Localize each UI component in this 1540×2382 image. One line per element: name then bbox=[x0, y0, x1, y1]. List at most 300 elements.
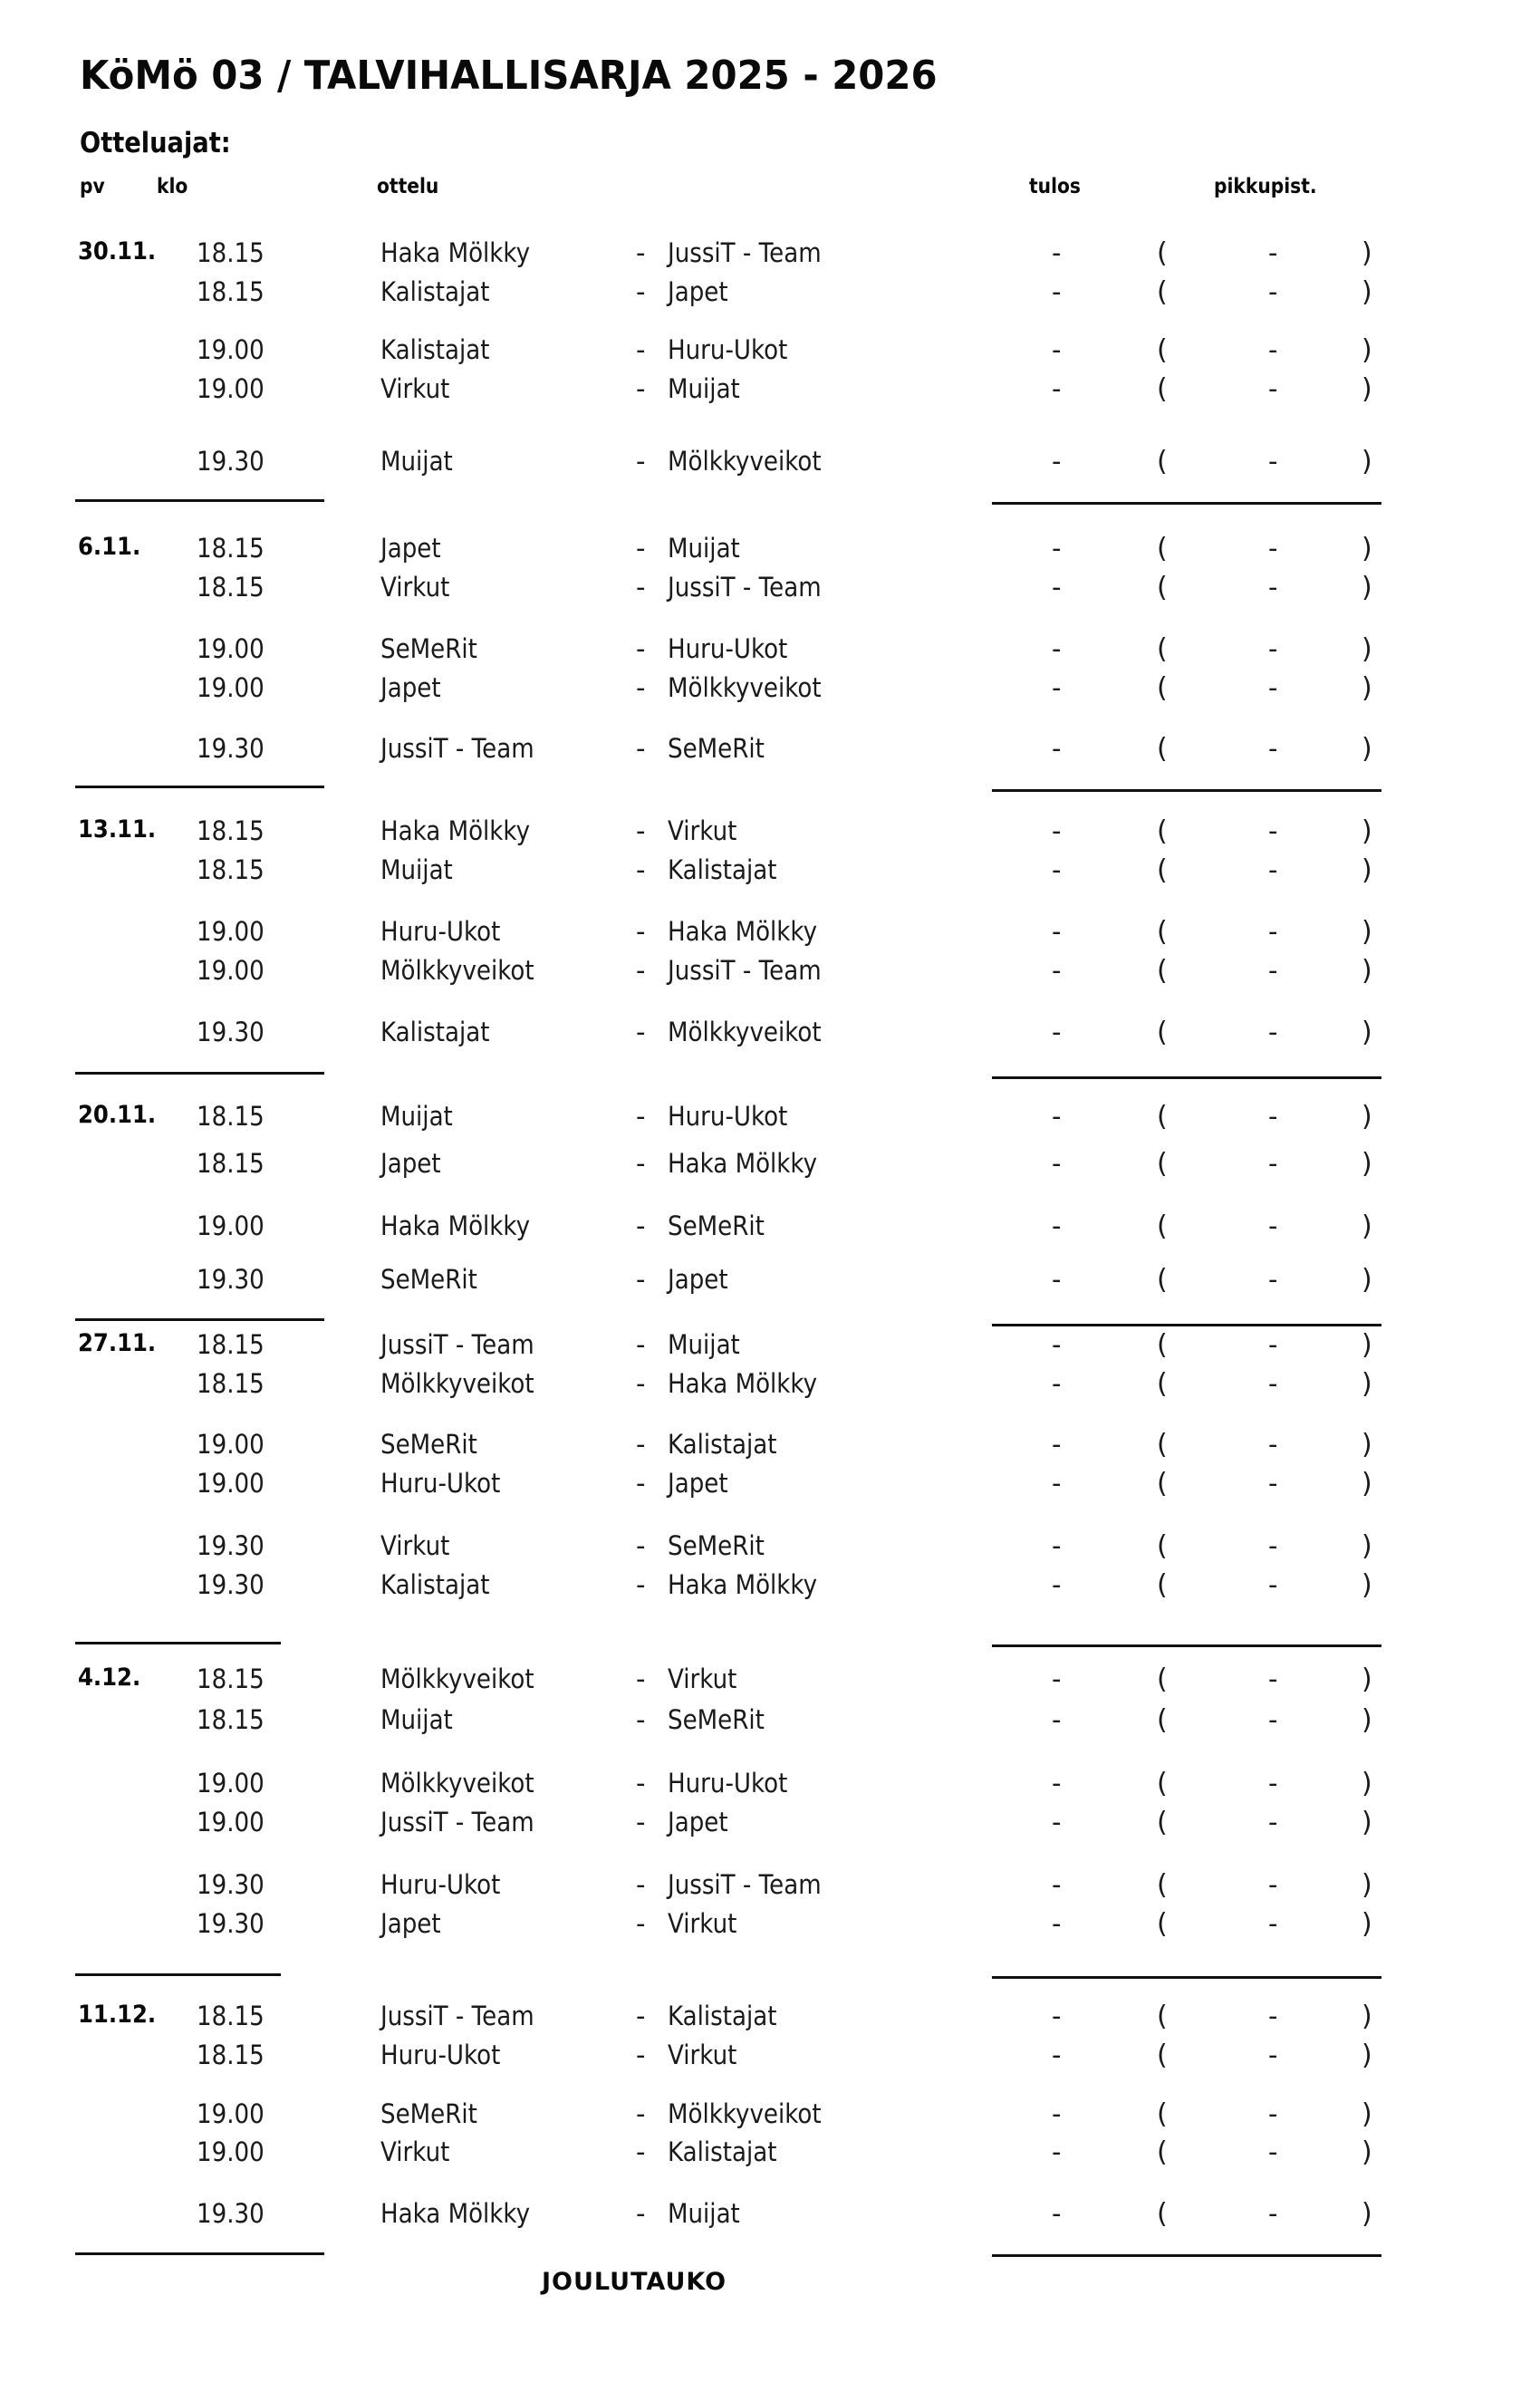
versus-dash: - bbox=[636, 1148, 646, 1179]
match-time: 19.00 bbox=[197, 373, 265, 404]
result-blank: - bbox=[1052, 633, 1062, 664]
small-points-blank: - bbox=[1268, 1017, 1278, 1047]
versus-dash: - bbox=[636, 672, 646, 703]
match-time: 18.15 bbox=[197, 572, 265, 603]
small-points-blank: - bbox=[1268, 2040, 1278, 2070]
round-date: 27.11. bbox=[78, 1329, 157, 1357]
match-time: 18.15 bbox=[197, 854, 265, 885]
versus-dash: - bbox=[636, 1664, 646, 1694]
versus-dash: - bbox=[636, 1101, 646, 1132]
small-points-close-paren: ) bbox=[1362, 1017, 1372, 1048]
versus-dash: - bbox=[636, 373, 646, 404]
small-points-blank: - bbox=[1268, 1264, 1278, 1295]
small-points-blank: - bbox=[1268, 533, 1278, 564]
small-points-close-paren: ) bbox=[1362, 2040, 1372, 2071]
versus-dash: - bbox=[636, 955, 646, 986]
match-row bbox=[0, 955, 1540, 991]
small-points-blank: - bbox=[1268, 1429, 1278, 1460]
small-points-blank: - bbox=[1268, 276, 1278, 307]
versus-dash: - bbox=[636, 1264, 646, 1295]
away-team: Huru-Ukot bbox=[668, 334, 788, 365]
small-points-close-paren: ) bbox=[1362, 1704, 1372, 1736]
match-row bbox=[0, 916, 1540, 952]
versus-dash: - bbox=[636, 633, 646, 664]
column-header-ottelu: ottelu bbox=[377, 175, 439, 198]
small-points-open-paren: ( bbox=[1157, 373, 1168, 405]
versus-dash: - bbox=[636, 815, 646, 846]
home-team: JussiT - Team bbox=[380, 1807, 534, 1837]
result-blank: - bbox=[1052, 1569, 1062, 1600]
small-points-open-paren: ( bbox=[1157, 672, 1168, 704]
home-team: Virkut bbox=[380, 1530, 450, 1561]
small-points-open-paren: ( bbox=[1157, 1908, 1168, 1940]
match-time: 19.30 bbox=[197, 2198, 265, 2229]
versus-dash: - bbox=[636, 334, 646, 365]
small-points-open-paren: ( bbox=[1157, 1148, 1168, 1180]
match-row bbox=[0, 2198, 1540, 2234]
match-row bbox=[0, 334, 1540, 371]
small-points-blank: - bbox=[1268, 1869, 1278, 1900]
result-blank: - bbox=[1052, 1468, 1062, 1499]
match-row bbox=[0, 1908, 1540, 1944]
versus-dash: - bbox=[636, 1704, 646, 1735]
divider-line-right bbox=[992, 1076, 1381, 1079]
match-time: 19.30 bbox=[197, 1569, 265, 1600]
small-points-blank: - bbox=[1268, 1210, 1278, 1241]
match-time: 19.30 bbox=[197, 446, 265, 477]
away-team: Mölkkyveikot bbox=[668, 2098, 822, 2129]
versus-dash: - bbox=[636, 2136, 646, 2167]
home-team: Japet bbox=[380, 533, 441, 564]
result-blank: - bbox=[1052, 733, 1062, 764]
match-time: 18.15 bbox=[197, 276, 265, 307]
small-points-open-paren: ( bbox=[1157, 334, 1168, 366]
away-team: Virkut bbox=[668, 815, 737, 846]
match-row bbox=[0, 1101, 1540, 1137]
versus-dash: - bbox=[636, 854, 646, 885]
home-team: SeMeRit bbox=[380, 2098, 477, 2129]
small-points-open-paren: ( bbox=[1157, 1869, 1168, 1901]
result-blank: - bbox=[1052, 1264, 1062, 1295]
small-points-open-paren: ( bbox=[1157, 572, 1168, 603]
match-time: 19.00 bbox=[197, 1807, 265, 1837]
versus-dash: - bbox=[636, 2001, 646, 2031]
small-points-blank: - bbox=[1268, 955, 1278, 986]
away-team: Huru-Ukot bbox=[668, 1768, 788, 1799]
result-blank: - bbox=[1052, 334, 1062, 365]
small-points-close-paren: ) bbox=[1362, 237, 1372, 269]
home-team: Muijat bbox=[380, 446, 453, 477]
match-row bbox=[0, 1869, 1540, 1905]
match-time: 19.00 bbox=[197, 334, 265, 365]
versus-dash: - bbox=[636, 276, 646, 307]
match-row bbox=[0, 1569, 1540, 1606]
home-team: Huru-Ukot bbox=[380, 1869, 501, 1900]
column-header-klo: klo bbox=[157, 175, 188, 198]
home-team: JussiT - Team bbox=[380, 1329, 534, 1360]
small-points-close-paren: ) bbox=[1362, 276, 1372, 308]
result-blank: - bbox=[1052, 237, 1062, 268]
small-points-open-paren: ( bbox=[1157, 916, 1168, 948]
match-time: 19.30 bbox=[197, 1017, 265, 1047]
small-points-close-paren: ) bbox=[1362, 1468, 1372, 1500]
away-team: Kalistajat bbox=[668, 854, 777, 885]
small-points-close-paren: ) bbox=[1362, 1768, 1372, 1799]
small-points-blank: - bbox=[1268, 633, 1278, 664]
away-team: JussiT - Team bbox=[668, 237, 822, 268]
small-points-close-paren: ) bbox=[1362, 916, 1372, 948]
away-team: Kalistajat bbox=[668, 1429, 777, 1460]
small-points-close-paren: ) bbox=[1362, 955, 1372, 987]
divider-line-left bbox=[75, 1318, 324, 1321]
match-time: 18.15 bbox=[197, 1148, 265, 1179]
away-team: Haka Mölkky bbox=[668, 1569, 818, 1600]
away-team: Japet bbox=[668, 1468, 728, 1499]
versus-dash: - bbox=[636, 1017, 646, 1047]
versus-dash: - bbox=[636, 733, 646, 764]
match-time: 19.30 bbox=[197, 1264, 265, 1295]
result-blank: - bbox=[1052, 1530, 1062, 1561]
small-points-open-paren: ( bbox=[1157, 1704, 1168, 1736]
match-time: 18.15 bbox=[197, 1704, 265, 1735]
versus-dash: - bbox=[636, 2198, 646, 2229]
match-row bbox=[0, 672, 1540, 709]
small-points-blank: - bbox=[1268, 1704, 1278, 1735]
away-team: Muijat bbox=[668, 2198, 740, 2229]
home-team: Huru-Ukot bbox=[380, 916, 501, 947]
match-row bbox=[0, 276, 1540, 313]
match-time: 19.00 bbox=[197, 1468, 265, 1499]
home-team: Huru-Ukot bbox=[380, 1468, 501, 1499]
home-team: Japet bbox=[380, 1908, 441, 1939]
small-points-blank: - bbox=[1268, 1569, 1278, 1600]
home-team: Kalistajat bbox=[380, 1017, 490, 1047]
home-team: Haka Mölkky bbox=[380, 815, 531, 846]
match-row bbox=[0, 2001, 1540, 2037]
match-row bbox=[0, 1148, 1540, 1184]
result-blank: - bbox=[1052, 1101, 1062, 1132]
small-points-open-paren: ( bbox=[1157, 1569, 1168, 1601]
match-row bbox=[0, 1017, 1540, 1053]
column-header-tulos: tulos bbox=[1029, 175, 1081, 198]
result-blank: - bbox=[1052, 1329, 1062, 1360]
match-time: 18.15 bbox=[197, 1101, 265, 1132]
document-title: KöMö 03 / TALVIHALLISARJA 2025 - 2026 bbox=[80, 53, 938, 99]
round-date: 20.11. bbox=[78, 1101, 157, 1129]
result-blank: - bbox=[1052, 815, 1062, 846]
small-points-open-paren: ( bbox=[1157, 1807, 1168, 1838]
away-team: Muijat bbox=[668, 533, 740, 564]
match-row bbox=[0, 1704, 1540, 1741]
divider-line-left bbox=[75, 1642, 281, 1644]
match-time: 18.15 bbox=[197, 2001, 265, 2031]
result-blank: - bbox=[1052, 1704, 1062, 1735]
versus-dash: - bbox=[636, 1807, 646, 1837]
versus-dash: - bbox=[636, 1329, 646, 1360]
match-time: 19.30 bbox=[197, 1869, 265, 1900]
small-points-open-paren: ( bbox=[1157, 2098, 1168, 2130]
small-points-close-paren: ) bbox=[1362, 1329, 1372, 1361]
versus-dash: - bbox=[636, 237, 646, 268]
result-blank: - bbox=[1052, 1210, 1062, 1241]
home-team: Muijat bbox=[380, 1101, 453, 1132]
divider-line-left bbox=[75, 1072, 324, 1075]
away-team: Virkut bbox=[668, 1908, 737, 1939]
versus-dash: - bbox=[636, 1468, 646, 1499]
column-header-pikkupist: pikkupist. bbox=[1214, 175, 1317, 198]
section-heading: Otteluajat: bbox=[80, 127, 231, 159]
home-team: SeMeRit bbox=[380, 1264, 477, 1295]
small-points-blank: - bbox=[1268, 815, 1278, 846]
small-points-close-paren: ) bbox=[1362, 446, 1372, 477]
divider-line-right bbox=[992, 1644, 1381, 1647]
home-team: Muijat bbox=[380, 1704, 453, 1735]
result-blank: - bbox=[1052, 916, 1062, 947]
column-header-pv: pv bbox=[80, 175, 105, 198]
small-points-close-paren: ) bbox=[1362, 1148, 1372, 1180]
small-points-open-paren: ( bbox=[1157, 633, 1168, 665]
small-points-blank: - bbox=[1268, 334, 1278, 365]
divider-line-right bbox=[992, 2254, 1381, 2257]
match-row bbox=[0, 572, 1540, 608]
home-team: Kalistajat bbox=[380, 276, 490, 307]
result-blank: - bbox=[1052, 1869, 1062, 1900]
small-points-close-paren: ) bbox=[1362, 2198, 1372, 2230]
small-points-blank: - bbox=[1268, 1807, 1278, 1837]
match-row bbox=[0, 1429, 1540, 1465]
result-blank: - bbox=[1052, 276, 1062, 307]
away-team: Mölkkyveikot bbox=[668, 672, 822, 703]
away-team: Huru-Ukot bbox=[668, 633, 788, 664]
match-time: 18.15 bbox=[197, 815, 265, 846]
small-points-blank: - bbox=[1268, 1530, 1278, 1561]
home-team: Kalistajat bbox=[380, 334, 490, 365]
match-row bbox=[0, 2136, 1540, 2173]
small-points-open-paren: ( bbox=[1157, 2040, 1168, 2071]
result-blank: - bbox=[1052, 572, 1062, 603]
match-time: 18.15 bbox=[197, 1329, 265, 1360]
match-row bbox=[0, 1210, 1540, 1247]
away-team: Huru-Ukot bbox=[668, 1101, 788, 1132]
result-blank: - bbox=[1052, 955, 1062, 986]
match-row bbox=[0, 237, 1540, 274]
match-time: 19.30 bbox=[197, 1908, 265, 1939]
home-team: Mölkkyveikot bbox=[380, 955, 534, 986]
versus-dash: - bbox=[636, 2040, 646, 2070]
match-row bbox=[0, 1768, 1540, 1804]
match-row bbox=[0, 633, 1540, 670]
small-points-close-paren: ) bbox=[1362, 373, 1372, 405]
match-time: 19.00 bbox=[197, 672, 265, 703]
divider-line-right bbox=[992, 502, 1381, 505]
match-row bbox=[0, 1807, 1540, 1843]
versus-dash: - bbox=[636, 533, 646, 564]
versus-dash: - bbox=[636, 446, 646, 477]
divider-line-left bbox=[75, 786, 324, 788]
result-blank: - bbox=[1052, 2098, 1062, 2129]
small-points-open-paren: ( bbox=[1157, 276, 1168, 308]
match-row bbox=[0, 815, 1540, 852]
versus-dash: - bbox=[636, 1569, 646, 1600]
divider-line-left bbox=[75, 2252, 324, 2255]
match-row bbox=[0, 1329, 1540, 1365]
small-points-open-paren: ( bbox=[1157, 2136, 1168, 2168]
small-points-close-paren: ) bbox=[1362, 533, 1372, 564]
home-team: JussiT - Team bbox=[380, 2001, 534, 2031]
result-blank: - bbox=[1052, 2040, 1062, 2070]
away-team: SeMeRit bbox=[668, 1704, 765, 1735]
versus-dash: - bbox=[636, 1869, 646, 1900]
small-points-close-paren: ) bbox=[1362, 572, 1372, 603]
match-row bbox=[0, 733, 1540, 769]
match-row bbox=[0, 854, 1540, 891]
divider-line-right bbox=[992, 1324, 1381, 1326]
result-blank: - bbox=[1052, 2001, 1062, 2031]
result-blank: - bbox=[1052, 672, 1062, 703]
divider-line-left bbox=[75, 1973, 281, 1976]
away-team: Mölkkyveikot bbox=[668, 446, 822, 477]
match-row bbox=[0, 1368, 1540, 1404]
small-points-open-paren: ( bbox=[1157, 1530, 1168, 1562]
home-team: Virkut bbox=[380, 572, 450, 603]
small-points-open-paren: ( bbox=[1157, 1017, 1168, 1048]
round-date: 30.11. bbox=[78, 237, 157, 265]
small-points-close-paren: ) bbox=[1362, 1569, 1372, 1601]
small-points-open-paren: ( bbox=[1157, 1429, 1168, 1461]
small-points-open-paren: ( bbox=[1157, 1101, 1168, 1133]
small-points-open-paren: ( bbox=[1157, 2001, 1168, 2032]
small-points-open-paren: ( bbox=[1157, 1264, 1168, 1296]
result-blank: - bbox=[1052, 446, 1062, 477]
round-date: 6.11. bbox=[78, 533, 141, 561]
match-time: 19.00 bbox=[197, 1768, 265, 1799]
away-team: SeMeRit bbox=[668, 1530, 765, 1561]
small-points-blank: - bbox=[1268, 1908, 1278, 1939]
match-time: 18.15 bbox=[197, 2040, 265, 2070]
match-row bbox=[0, 1468, 1540, 1504]
footer-note: JOULUTAUKO bbox=[542, 2268, 727, 2296]
small-points-open-paren: ( bbox=[1157, 1329, 1168, 1361]
small-points-blank: - bbox=[1268, 1368, 1278, 1399]
result-blank: - bbox=[1052, 1148, 1062, 1179]
small-points-open-paren: ( bbox=[1157, 1768, 1168, 1799]
small-points-close-paren: ) bbox=[1362, 2001, 1372, 2032]
small-points-close-paren: ) bbox=[1362, 2098, 1372, 2130]
home-team: SeMeRit bbox=[380, 1429, 477, 1460]
match-time: 18.15 bbox=[197, 237, 265, 268]
small-points-open-paren: ( bbox=[1157, 1664, 1168, 1695]
match-row bbox=[0, 446, 1540, 482]
round-date: 11.12. bbox=[78, 2001, 157, 2029]
match-time: 19.00 bbox=[197, 955, 265, 986]
small-points-blank: - bbox=[1268, 2136, 1278, 2167]
result-blank: - bbox=[1052, 1429, 1062, 1460]
away-team: JussiT - Team bbox=[668, 955, 822, 986]
home-team: Haka Mölkky bbox=[380, 1210, 531, 1241]
match-row bbox=[0, 533, 1540, 569]
small-points-open-paren: ( bbox=[1157, 1468, 1168, 1500]
result-blank: - bbox=[1052, 1908, 1062, 1939]
home-team: JussiT - Team bbox=[380, 733, 534, 764]
versus-dash: - bbox=[636, 1530, 646, 1561]
small-points-blank: - bbox=[1268, 916, 1278, 947]
match-time: 19.30 bbox=[197, 1530, 265, 1561]
home-team: Haka Mölkky bbox=[380, 237, 531, 268]
small-points-blank: - bbox=[1268, 2001, 1278, 2031]
versus-dash: - bbox=[636, 1368, 646, 1399]
small-points-open-paren: ( bbox=[1157, 1210, 1168, 1242]
match-row bbox=[0, 1664, 1540, 1700]
result-blank: - bbox=[1052, 2136, 1062, 2167]
away-team: Mölkkyveikot bbox=[668, 1017, 822, 1047]
small-points-close-paren: ) bbox=[1362, 2136, 1372, 2168]
versus-dash: - bbox=[636, 1210, 646, 1241]
small-points-close-paren: ) bbox=[1362, 733, 1372, 765]
away-team: SeMeRit bbox=[668, 733, 765, 764]
small-points-blank: - bbox=[1268, 1101, 1278, 1132]
small-points-open-paren: ( bbox=[1157, 733, 1168, 765]
home-team: Virkut bbox=[380, 373, 450, 404]
small-points-open-paren: ( bbox=[1157, 815, 1168, 847]
small-points-close-paren: ) bbox=[1362, 1869, 1372, 1901]
match-row bbox=[0, 373, 1540, 410]
divider-line-right bbox=[992, 1976, 1381, 1979]
result-blank: - bbox=[1052, 1664, 1062, 1694]
home-team: Kalistajat bbox=[380, 1569, 490, 1600]
away-team: Virkut bbox=[668, 2040, 737, 2070]
versus-dash: - bbox=[636, 916, 646, 947]
home-team: Haka Mölkky bbox=[380, 2198, 531, 2229]
away-team: Muijat bbox=[668, 1329, 740, 1360]
small-points-close-paren: ) bbox=[1362, 1530, 1372, 1562]
small-points-blank: - bbox=[1268, 446, 1278, 477]
small-points-close-paren: ) bbox=[1362, 1368, 1372, 1400]
small-points-open-paren: ( bbox=[1157, 2198, 1168, 2230]
match-time: 19.00 bbox=[197, 1210, 265, 1241]
away-team: JussiT - Team bbox=[668, 1869, 822, 1900]
small-points-close-paren: ) bbox=[1362, 1101, 1372, 1133]
small-points-blank: - bbox=[1268, 2098, 1278, 2129]
away-team: Haka Mölkky bbox=[668, 1148, 818, 1179]
small-points-blank: - bbox=[1268, 1329, 1278, 1360]
small-points-close-paren: ) bbox=[1362, 1664, 1372, 1695]
small-points-blank: - bbox=[1268, 2198, 1278, 2229]
home-team: SeMeRit bbox=[380, 633, 477, 664]
match-row bbox=[0, 2040, 1540, 2076]
home-team: Japet bbox=[380, 672, 441, 703]
away-team: Japet bbox=[668, 1807, 728, 1837]
small-points-close-paren: ) bbox=[1362, 854, 1372, 886]
small-points-close-paren: ) bbox=[1362, 1807, 1372, 1838]
divider-line-left bbox=[75, 499, 324, 502]
small-points-close-paren: ) bbox=[1362, 1210, 1372, 1242]
match-time: 19.00 bbox=[197, 1429, 265, 1460]
result-blank: - bbox=[1052, 1368, 1062, 1399]
match-time: 19.00 bbox=[197, 2136, 265, 2167]
versus-dash: - bbox=[636, 2098, 646, 2129]
home-team: Japet bbox=[380, 1148, 441, 1179]
away-team: Muijat bbox=[668, 373, 740, 404]
small-points-open-paren: ( bbox=[1157, 1368, 1168, 1400]
result-blank: - bbox=[1052, 854, 1062, 885]
home-team: Mölkkyveikot bbox=[380, 1664, 534, 1694]
small-points-close-paren: ) bbox=[1362, 1264, 1372, 1296]
result-blank: - bbox=[1052, 533, 1062, 564]
result-blank: - bbox=[1052, 1807, 1062, 1837]
match-row bbox=[0, 1530, 1540, 1567]
home-team: Huru-Ukot bbox=[380, 2040, 501, 2070]
match-time: 19.00 bbox=[197, 916, 265, 947]
